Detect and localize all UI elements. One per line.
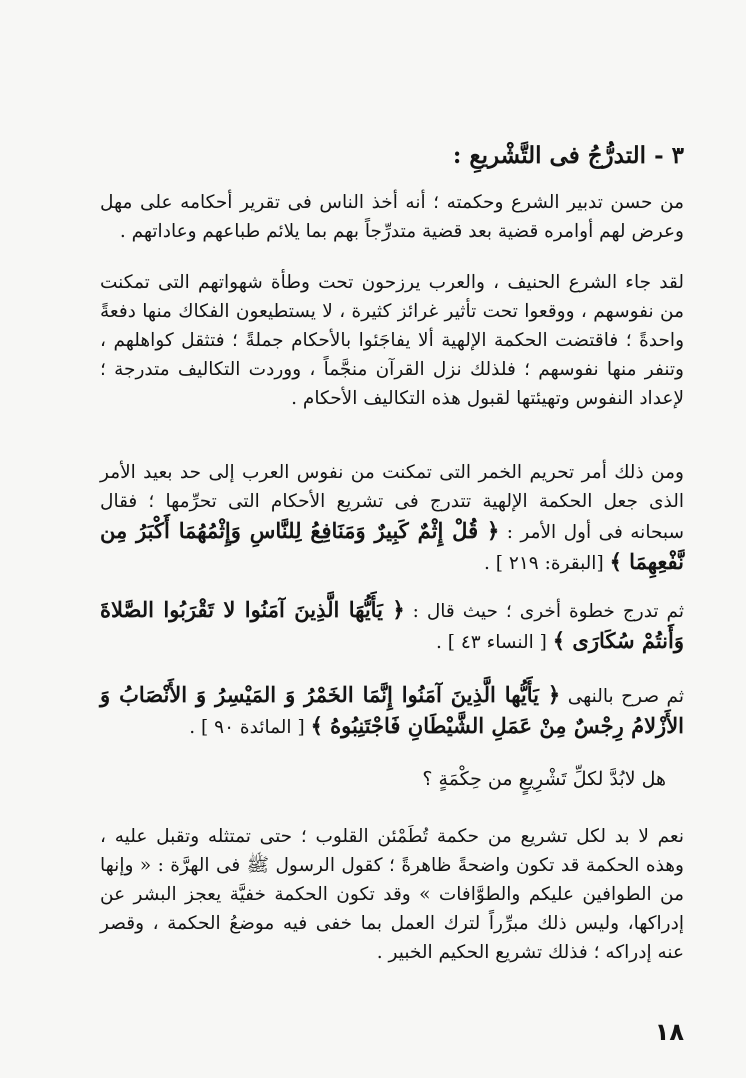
quran-verse: ﴿ يَأَيُّهَا الَّذِينَ آمَنُوا لا تَقْرَبُوا الصَّلاةَ وَأَنتُمْ سُكَارَى ﴾ bbox=[100, 597, 684, 653]
paragraph-wisdom bbox=[100, 822, 684, 967]
verse-reference: [ النساء ٤٣ ] . bbox=[435, 632, 547, 653]
paragraph-arabs bbox=[100, 268, 684, 413]
paragraph-wine-second bbox=[100, 595, 684, 657]
section-heading: ٣ - التدرُّجُ فى التَّشْريعِ : bbox=[452, 142, 684, 169]
page-number: ١٨ bbox=[654, 1018, 684, 1046]
verse-reference: [البقرة: ٢١٩ ] . bbox=[484, 553, 604, 574]
quran-verse: ﴿ يَأَيُّها الَّذِينَ آمَنُوا إِنَّمَا الخَمْرُ وَ المَيْسِرُ وَ الأَنْصَابُ وَ الأَزْلامُ رِجْسٌ مِنْ عَمَلِ الشَّيْطَانِ فَاجْتَنِبُوهُ ﴾ bbox=[100, 682, 684, 738]
quran-verse: ﴿ قُلْ إِثْمٌ كَبِيرٌ وَمَنَافِعُ لِلنَّاسِ وَإِثْمُهُمَا أَكْبَرُ مِن نَّفْعِهِمَا ﴾ bbox=[100, 518, 684, 574]
question-line: هل لابُدَّ لكلِّ تَشْرِيعٍ من حِكْمَةٍ ؟ bbox=[422, 768, 666, 790]
paragraph-intro bbox=[100, 188, 684, 246]
paragraph-text: لقد جاء الشرع الحنيف ، والعرب يرزحون تحت وطأة شهواتهم التى تمكنت من نفوسهم ، ووقعوا تحت تأثير غرائز كثيرة ، لا يستطيعون الفكاك منها دفعةً واحدةً ؛ فاقتضت الحكمة الإلهية ألا يفاجَئوا بالأحكام جملةً ؛ فتثقل كواهلهم ، وتنفر منها نفوسهم ؛ فلذلك نزل القرآن منجَّماً ، ووردت التكاليف متدرجة ؛ لإعداد النفوس وتهيئتها لقبول هذه التكاليف الأحكام . bbox=[100, 272, 684, 409]
paragraph-text: من حسن تدبير الشرع وحكمته ؛ أنه أخذ الناس فى تقرير أحكامه على مهل وعرض لهم أوامره قضية بعد قضية متدرِّجاً بهم بما يلائم طباعهم وعاداتهم . bbox=[100, 192, 684, 242]
paragraph-text: نعم لا بد لكل تشريع من حكمة تُطَمْئن القلوب ؛ حتى تمتثله وتقبل عليه ، وهذه الحكمة قد تكون واضحةً ظاهرةً ؛ كقول الرسول ﷺ فى الهرَّة : « وإنها من الطوافين عليكم والطوَّافات » وقد تكون الحكمة خفيَّة يعجز البشر عن إدراكها، وليس ذلك مبرِّراً لترك العمل بما خفى فيه موضعُ الحكمة ، وقصر عنه إدراكه ؛ فذلك تشريع الحكيم الخبير . bbox=[100, 826, 684, 963]
paragraph-wine-first bbox=[100, 458, 684, 578]
paragraph-text: ثم تدرج خطوة أخرى ؛ حيث قال : bbox=[412, 601, 684, 622]
paragraph-wine-third bbox=[100, 680, 684, 742]
paragraph-text: ثم صرح بالنهى bbox=[567, 686, 684, 707]
paragraph-text: ومن ذلك أمر تحريم الخمر التى تمكنت من نفوس العرب إلى حد بعيد الأمر الذى جعل الحكمة الإلهية تتدرج فى تشريع الأحكام التى تحرِّمها ؛ فقال سبحانه فى أول الأمر : bbox=[100, 462, 684, 543]
verse-reference: [ المائدة ٩٠ ] . bbox=[189, 717, 305, 738]
